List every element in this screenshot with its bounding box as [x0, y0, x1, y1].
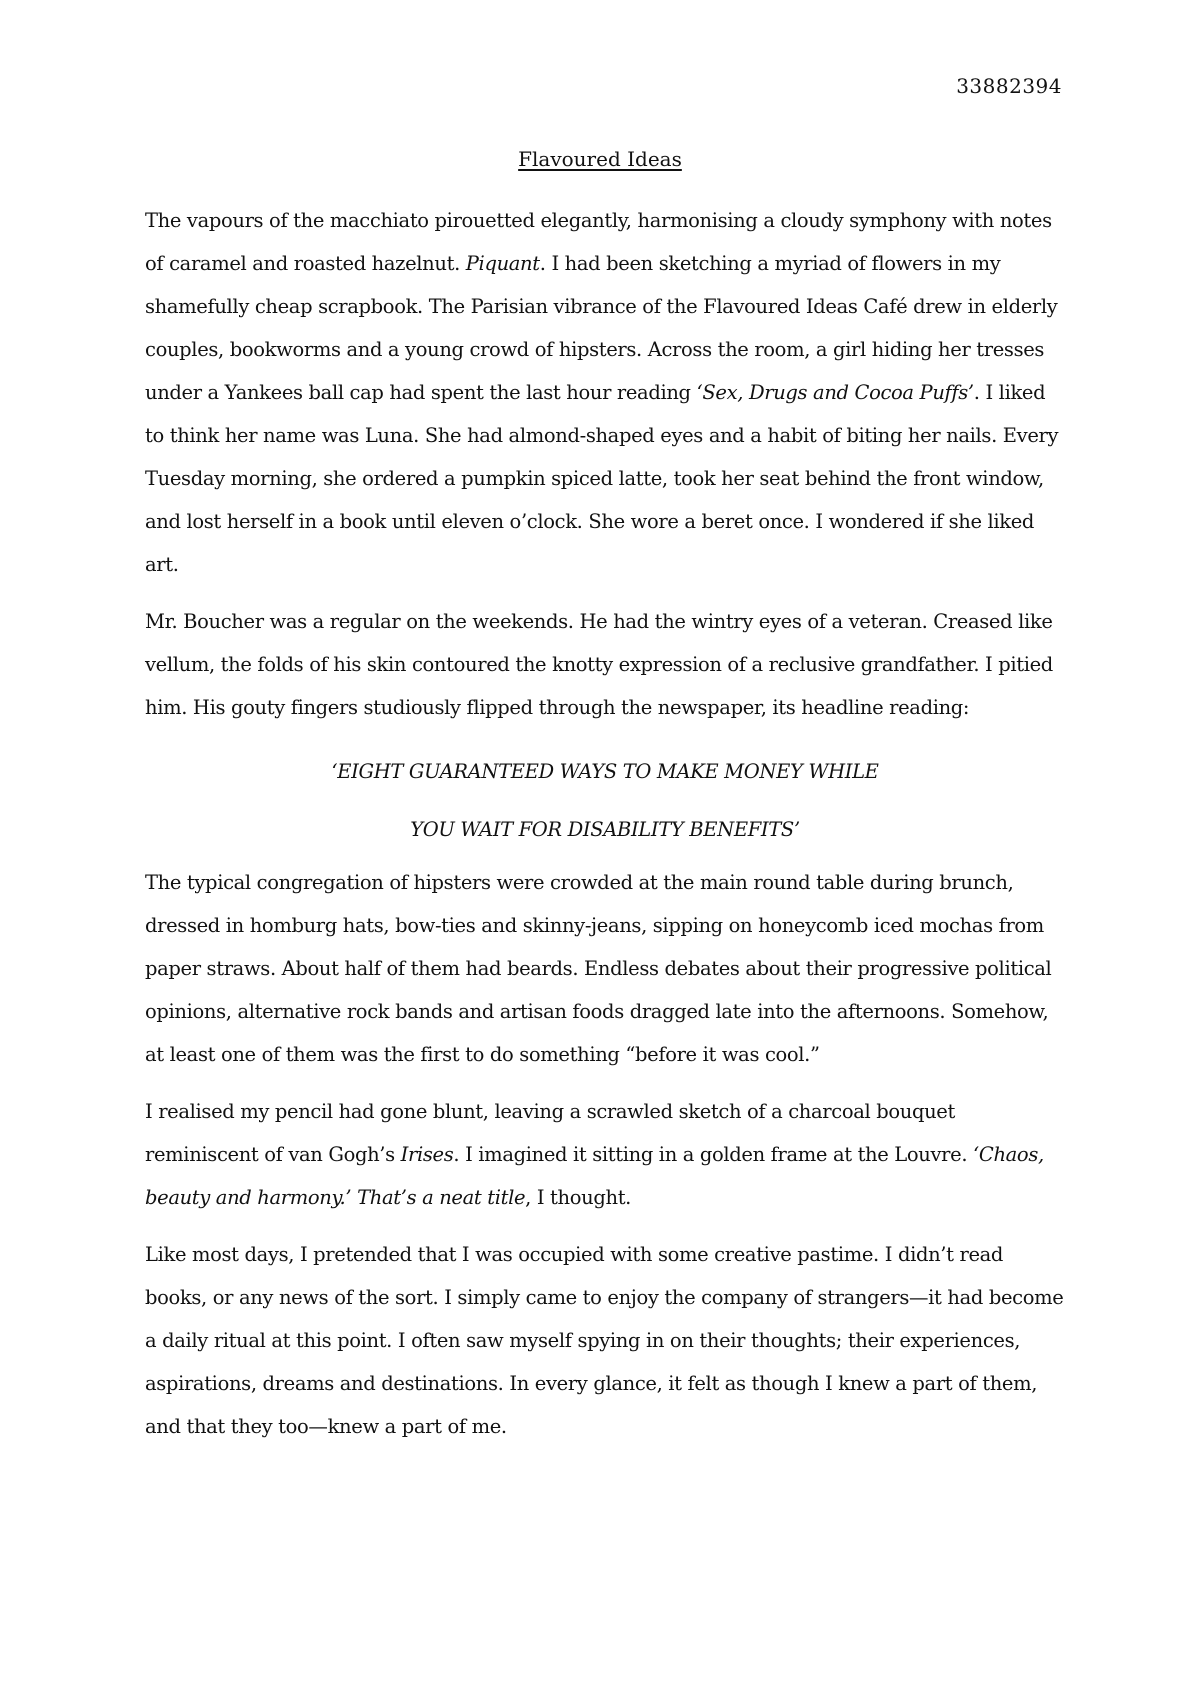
document-body: [145, 199, 1065, 1462]
paragraph-4-italic-quote: ‘Chaos, beauty and harmony.’ That’s a neat title: [145, 1143, 1044, 1209]
paragraph-1-text-a: The vapours of the macchiato pirouetted elegantly, harmonising a cloudy symphony with notes of caramel and roasted hazelnut.: [145, 209, 1052, 275]
paragraph-1-italic-piquant: Piquant: [465, 252, 540, 275]
paragraph-1: [145, 199, 1065, 586]
paragraph-1-text-e: . I liked to think her name was Luna. She had almond-shaped eyes and a habit of biting her nails. Every Tuesday morning, she ordered a pumpkin spiced latte, took her seat behind the front window, and lost herself in a book until eleven o’clock. She wore a beret once. I wondered if she liked art.: [145, 381, 1059, 576]
paragraph-4: [145, 1090, 1065, 1219]
paragraph-5: Like most days, I pretended that I was occupied with some creative pastime. I didn’t read books, or any news of the sort. I simply came to enjoy the company of strangers—it had become a daily ritual at this point. I often saw myself spying in on their thoughts; their experiences, aspirations, dreams and destinations. In every glance, it felt as though I knew a part of them, and that they too—knew a part of me.: [145, 1243, 1064, 1438]
page-header-number: 33882394: [956, 74, 1062, 98]
document-title: Flavoured Ideas: [518, 147, 682, 171]
paragraph-1-italic-book-title: ‘Sex, Drugs and Cocoa Puffs’: [696, 381, 974, 404]
newspaper-headline: [145, 743, 1065, 859]
paragraph-4-italic-irises: Irises: [400, 1143, 454, 1166]
paragraph-2: Mr. Boucher was a regular on the weekends. He had the wintry eyes of a veteran. Creased like vellum, the folds of his skin contoured the knotty expression of a reclusive grandfather. I pitied him. His gouty fingers studiously flipped through the newspaper, its headline reading:: [145, 610, 1053, 719]
paragraph-4-text-a: I realised my pencil had gone blunt, leaving a scrawled sketch of a charcoal bouquet reminiscent of van Gogh’s: [145, 1100, 955, 1166]
paragraph-1-text-c: . I had been sketching a myriad of flowers in my shamefully cheap scrapbook. The Parisian vibrance of the Flavoured Ideas Café drew in elderly couples, bookworms and a young crowd of hipsters. Across the room, a girl hiding her tresses under a Yankees ball cap had spent the last hour reading: [145, 252, 1058, 404]
headline-line-1: ‘EIGHT GUARANTEED WAYS TO MAKE MONEY WHILE: [331, 760, 879, 783]
headline-line-2: YOU WAIT FOR DISABILITY BENEFITS’: [410, 818, 800, 841]
paragraph-4-text-e: , I thought.: [525, 1186, 632, 1209]
paragraph-3: The typical congregation of hipsters were crowded at the main round table during brunch, dressed in homburg hats, bow-ties and skinny-jeans, sipping on honeycomb iced mochas from paper straws. About half of them had beards. Endless debates about their progressive political opinions, alternative rock bands and artisan foods dragged late into the afternoons. Somehow, at least one of them was the first to do something “before it was cool.”: [145, 871, 1052, 1066]
paragraph-4-text-c: . I imagined it sitting in a golden frame at the Louvre.: [453, 1143, 974, 1166]
